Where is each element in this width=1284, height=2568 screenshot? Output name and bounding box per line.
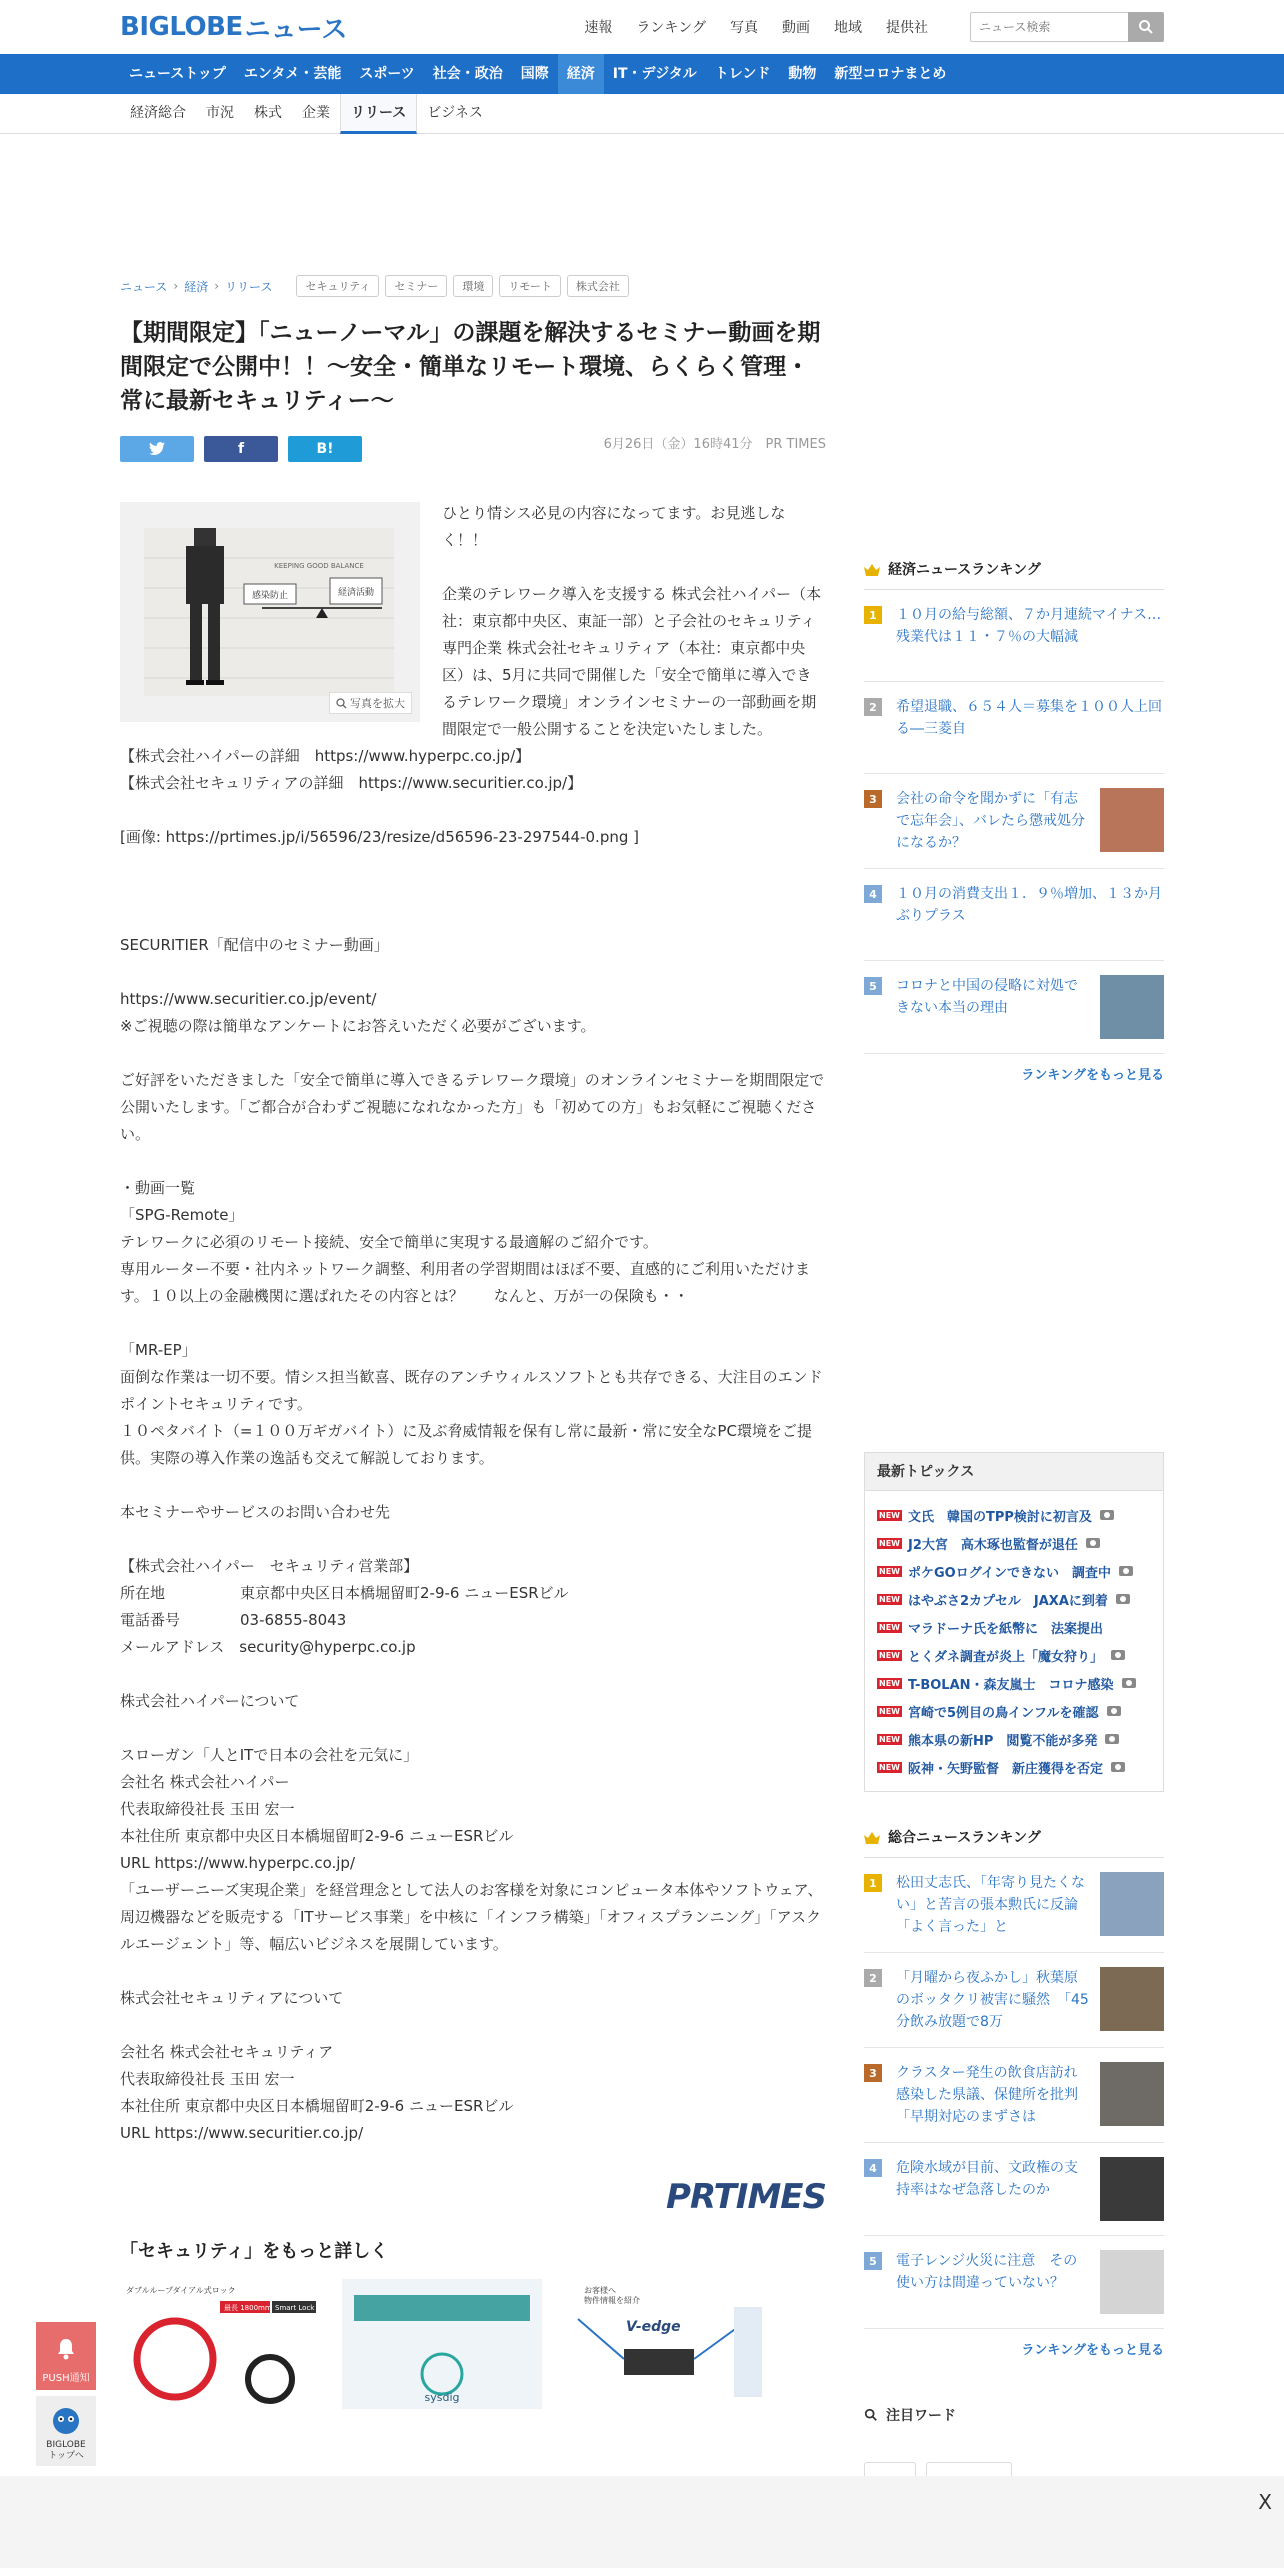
ranking-item[interactable] xyxy=(864,2048,1164,2143)
topic-headline[interactable]: ポケGOログインできない 調査中 xyxy=(907,1565,1112,1581)
magnifier-icon xyxy=(336,698,347,709)
topic-item[interactable] xyxy=(877,1585,1151,1613)
topic-item[interactable] xyxy=(877,1725,1151,1753)
ranking-item[interactable] xyxy=(864,869,1164,961)
new-badge: NEW xyxy=(879,1650,900,1660)
totop-label-2: トップへ xyxy=(48,2451,84,2461)
camera-icon xyxy=(1116,1594,1130,1604)
search-input[interactable] xyxy=(970,12,1128,42)
topic-item[interactable] xyxy=(877,1697,1151,1725)
ranking-headline[interactable]: 希望退職、６５４人＝募集を１００人上回る―三菱自 xyxy=(896,699,1162,737)
photo-caption-balance: KEEPING GOOD BALANCE xyxy=(274,562,364,570)
top-nav-item[interactable]: 動画 xyxy=(782,20,810,36)
breadcrumb-news[interactable]: ニュース xyxy=(120,279,168,294)
new-badge: NEW xyxy=(879,1566,900,1576)
topic-headline[interactable]: 熊本県の新HP 閲覧不能が多発 xyxy=(907,1733,1098,1749)
topic-item[interactable] xyxy=(877,1557,1151,1585)
ranking-item[interactable] xyxy=(864,590,1164,682)
rank-number: 1 xyxy=(864,606,882,624)
breadcrumb xyxy=(120,272,826,300)
new-badge: NEW xyxy=(879,1510,900,1520)
thumb1-badge2: Smart Lock xyxy=(275,2304,315,2312)
subcategory-tab[interactable]: 市況 xyxy=(206,105,234,121)
camera-icon xyxy=(1119,1566,1133,1576)
logo-news: ニュース xyxy=(244,14,348,45)
ranking-item[interactable] xyxy=(864,2236,1164,2329)
topic-headline[interactable]: はやぶさ2カプセル JAXAに到着 xyxy=(907,1593,1108,1609)
category-nav xyxy=(0,54,1284,94)
search-icon xyxy=(1138,19,1154,35)
topic-item[interactable] xyxy=(877,1753,1151,1781)
camera-icon xyxy=(1111,1650,1125,1660)
related-thumb-2[interactable] xyxy=(342,2279,542,2409)
subcategory-tab[interactable]: 企業 xyxy=(302,105,330,121)
article-column xyxy=(120,272,826,2409)
push-label: PUSH通知 xyxy=(42,2373,90,2384)
category-tab[interactable]: 動物 xyxy=(788,66,817,82)
attention-word xyxy=(864,2390,1164,2440)
breadcrumb-release[interactable]: リリース xyxy=(225,279,273,294)
ranking-item[interactable] xyxy=(864,961,1164,1054)
hatena-icon: B! xyxy=(316,441,334,457)
latest-topics xyxy=(864,1452,1164,1792)
category-tab[interactable]: トレンド xyxy=(714,66,771,82)
new-badge: NEW xyxy=(879,1678,900,1688)
ranking-headline[interactable]: １０月の給与総額、７か月連続マイナス…残業代は１１・７％の大幅減 xyxy=(896,607,1162,645)
topic-item[interactable] xyxy=(877,1669,1151,1697)
related-thumbnails xyxy=(120,2279,826,2409)
ranking-headline[interactable]: 「月曜から夜ふかし」秋葉原のボッタクリ被害に騒然 「45分飲み放題で8万 xyxy=(896,1970,1089,2030)
top-nav xyxy=(584,17,928,37)
publish-date: 6月26日（金）16時41分 xyxy=(603,437,753,452)
prtimes-logo[interactable]: PRTIMES xyxy=(666,2177,826,2217)
ranking-thumbnail[interactable] xyxy=(1100,2250,1164,2314)
article-tag[interactable]: 株式会社 xyxy=(567,275,629,297)
ranking-thumbnail[interactable] xyxy=(1100,2062,1164,2126)
mascot-icon xyxy=(51,2406,81,2436)
related-thumb-1[interactable] xyxy=(120,2279,320,2409)
ranking-headline[interactable]: 会社の命令を聞かずに「有志で忘年会」、バレたら懲戒処分になるか？ xyxy=(896,791,1085,851)
ranking-headline[interactable]: 危険水域が目前、文政権の支持率はなぜ急落したのか xyxy=(896,2160,1078,2198)
related-heading: 「セキュリティ」をもっと詳しく xyxy=(120,2241,389,2262)
photo-label-left: 感染防止 xyxy=(251,591,289,601)
publish-source: PR TIMES xyxy=(765,437,826,452)
zoom-label: 写真を拡大 xyxy=(350,697,405,710)
search-box xyxy=(970,12,1164,42)
rank-number: 5 xyxy=(864,977,882,995)
site-header xyxy=(0,0,1284,54)
attention-word-title: 注目ワード xyxy=(886,2408,956,2424)
econ-ranking-more-link[interactable]: ランキングをもっと見る xyxy=(1021,1068,1164,1083)
close-ad-button[interactable]: X xyxy=(1258,2490,1272,2514)
top-nav-item[interactable]: 提供社 xyxy=(886,20,928,36)
econ-ranking-heading xyxy=(864,550,1164,590)
total-ranking-title: 総合ニュースランキング xyxy=(888,1829,1041,1846)
new-badge: NEW xyxy=(879,1594,900,1604)
ranking-headline[interactable]: １０月の消費支出１．９％増加、１３か月ぶりプラス xyxy=(896,886,1162,924)
article-body: ひとり情シス必見の内容になってます。お見逃しなく！！ 企業のテレワーク導入を支援する 株式会社ハイパー（本社：東京都中央区、東証一部）と子会社のセキュリティ専門企業 株式会社セキュリティア（本社：東京都中央区）は、5月に共同で開催した「安全で簡単に導入できるテレワーク環境」オンラインセミナーの一部動画を期間限定で一般公開することを決定いたしました。 【株式会社ハイパーの詳細 https://www.hyperpc.co.jp/】 【株式会社セキュリティアの詳細 https://www.securitier.co.jp/】 [画像: https://prtimes.jp/i/56596/23/resize/d56596-23-297544-0.png ] SECURITIER「配信中のセミナー動画」 https://www.securitier.co.jp/event/ ※ご視聴の際は簡単なアンケートにお答えいただく必要がございます。 ご好評をいただきました「安全で簡単に導入できるテレワーク環境」のオンラインセミナーを期間限定で公開いたします。「ご都合が合わずご視聴になれなかった方」も「初めての方」もお気軽にご視聴ください。 ・動画一覧 「SPG-Remote」 テレワークに必須のリモート接続、安全で簡単に実現する最適解のご紹介です。 専用ルーター不要・社内ネットワーク調整、利用者の学習期間はほぼ不要、直感的にご利用いただけます。１０以上の金融機関に選ばれたその内容とは？ なんと、万が一の保険も・・ 「MR-EP」 面倒な作業は一切不要。情シス担当歓喜、既存のアンチウィルスソフトとも共存できる、大注目のエンドポイントセキュリティです。 １０ペタバイト（=１００万ギガバイト）に及ぶ脅威情報を保有し常に最新・常に安全なPC環境をご提供。実際の導入作業の逸話も交えて解説しております。 本セミナーやサービスのお問い合わせ先 【株式会社ハイパー セキュリティ営業部】 所在地 東京都中央区日本橋堀留町2-9-6 ニューESRビル 電話番号 03-6855-8043 メールアドレス security@hyperpc.co.jp 株式会社ハイパーについて スローガン「人とITで日本の会社を元気に」 会社名 株式会社ハイパー 代表取締役社長 玉田 宏一 本社住所 東京都中央区日本橋堀留町2-9-6 ニューESRビル URL https://www.hyperpc.co.jp/ 「ユーザーニーズ実現企業」を経営理念として法人のお客様を対象にコンピュータ本体やソフトウェア、周辺機器などを販売する「ITサービス事業」を中核に「インフラ構築」「オフィスプランニング」「アスクルエージェント」等、幅広いビジネスを展開しています。 株式会社セキュリティアについて 会社名 株式会社セキュリティア 代表取締役社長 玉田 宏一 本社住所 東京都中央区日本橋堀留町2-9-6 ニューESRビル URL https://www.securitier.co.jp/ xyxy=(120,504,825,2142)
ranking-headline[interactable]: コロナと中国の侵略に対処できない本当の理由 xyxy=(896,978,1078,1016)
twitter-share-button[interactable] xyxy=(120,436,194,462)
crown-icon xyxy=(864,564,880,576)
total-ranking-more-link[interactable]: ランキングをもっと見る xyxy=(1021,2343,1164,2358)
twitter-icon xyxy=(149,442,165,456)
topic-headline[interactable]: 阪神・矢野監督 新庄獲得を否定 xyxy=(907,1761,1103,1777)
topic-item[interactable] xyxy=(877,1501,1151,1529)
ranking-thumbnail[interactable] xyxy=(1100,975,1164,1039)
totop-label-1: BIGLOBE xyxy=(46,2440,86,2450)
topic-item[interactable] xyxy=(877,1641,1151,1669)
subcategory-tab[interactable]: リリース xyxy=(340,94,417,134)
camera-icon xyxy=(1107,1706,1121,1716)
thumb1-badge: 最長 1800mm xyxy=(224,2304,272,2312)
logo-text: BIGLOBE xyxy=(120,12,243,42)
chevron-right-icon: › xyxy=(173,279,179,293)
hatena-share-button[interactable] xyxy=(288,436,362,462)
facebook-icon: f xyxy=(237,441,245,457)
related-thumb-3[interactable] xyxy=(564,2279,764,2409)
category-tab[interactable]: IT・デジタル xyxy=(612,66,697,82)
topic-headline[interactable]: 文氏 韓国のTPP検討に初言及 xyxy=(907,1509,1092,1525)
publish-info xyxy=(604,433,826,452)
search-button[interactable] xyxy=(1128,12,1164,42)
ranking-item[interactable] xyxy=(864,1953,1164,2048)
subcategory-tab[interactable]: 経済総合 xyxy=(130,105,186,121)
rank-number: 4 xyxy=(864,885,882,903)
subcategory-tab[interactable]: 株式 xyxy=(254,105,282,121)
new-badge: NEW xyxy=(879,1538,900,1548)
top-nav-item[interactable]: ランキング xyxy=(636,20,706,36)
thumb1-caption: ダブルループダイアル式ロック xyxy=(126,2286,236,2295)
article-tag[interactable]: リモート xyxy=(499,275,561,297)
article-tag[interactable]: セミナー xyxy=(385,275,447,297)
subcategory-nav xyxy=(0,94,1284,134)
topic-headline[interactable]: J2大宮 高木琢也監督が退任 xyxy=(907,1537,1078,1553)
ranking-thumbnail[interactable] xyxy=(1100,788,1164,852)
camera-icon xyxy=(1111,1762,1125,1772)
category-tab[interactable]: 新型コロナまとめ xyxy=(834,66,947,82)
new-badge: NEW xyxy=(879,1622,900,1632)
rank-number: 2 xyxy=(864,698,882,716)
article-title: 【期間限定】「ニューノーマル」の課題を解決するセミナー動画を期間限定で公開中！！〜安全・簡単なリモート環境、らくらく管理・常に最新セキュリティー〜 xyxy=(120,320,821,414)
ranking-thumbnail[interactable] xyxy=(1100,1967,1164,2031)
category-tab[interactable]: エンタメ・芸能 xyxy=(243,66,342,82)
econ-ranking xyxy=(864,550,1164,1093)
ranking-thumbnail[interactable] xyxy=(1100,2157,1164,2221)
new-badge: NEW xyxy=(879,1734,900,1744)
rank-number: 5 xyxy=(864,2252,882,2270)
thumb3-caption-1: お客様へ xyxy=(584,2286,616,2295)
photo-image xyxy=(144,528,394,696)
article-tag[interactable]: セキュリティ xyxy=(296,275,379,297)
rank-number: 4 xyxy=(864,2159,882,2177)
top-nav-item[interactable]: 地域 xyxy=(834,20,862,36)
camera-icon xyxy=(1086,1538,1100,1548)
ranking-thumbnail[interactable] xyxy=(1100,1872,1164,1936)
bottom-ad-bar xyxy=(0,2476,1284,2568)
total-ranking xyxy=(864,1818,1164,2368)
chevron-right-icon: › xyxy=(214,279,220,293)
category-tab[interactable]: ニューストップ xyxy=(129,66,226,82)
crown-icon xyxy=(864,1832,880,1844)
camera-icon xyxy=(1100,1510,1114,1520)
push-notification-button[interactable] xyxy=(36,2322,96,2390)
search-icon xyxy=(864,2408,878,2422)
category-tab[interactable]: 社会・政治 xyxy=(432,66,503,82)
category-tab[interactable]: スポーツ xyxy=(359,66,415,82)
thumb3-brand: V-edge xyxy=(626,2319,681,2335)
rank-number: 3 xyxy=(864,2064,882,2082)
subcategory-tab[interactable]: ビジネス xyxy=(427,105,483,121)
new-badge: NEW xyxy=(879,1706,900,1716)
camera-icon xyxy=(1122,1678,1136,1688)
new-badge: NEW xyxy=(879,1762,900,1772)
ranking-headline[interactable]: 電子レンジ火災に注意 その使い方は間違っていない？ xyxy=(896,2253,1078,2291)
biglobe-logo[interactable] xyxy=(120,12,348,45)
article-photo[interactable] xyxy=(120,502,420,722)
topics-title: 最新トピックス xyxy=(865,1453,1163,1491)
thumb2-label: sysdig xyxy=(424,2391,460,2404)
rank-number: 3 xyxy=(864,790,882,808)
top-nav-item[interactable]: 速報 xyxy=(584,20,613,36)
thumb3-caption-2: 物件情報を紹介 xyxy=(584,2296,640,2305)
total-ranking-heading xyxy=(864,1818,1164,1858)
bell-icon xyxy=(55,2337,77,2361)
biglobe-top-button[interactable] xyxy=(36,2396,96,2466)
econ-ranking-title: 経済ニュースランキング xyxy=(888,561,1041,578)
ranking-headline[interactable]: クラスター発生の飲食店訪れ感染した県議、保健所を批判「早期対応のまずさは xyxy=(896,2065,1078,2125)
tag-list xyxy=(296,275,628,297)
rank-number: 1 xyxy=(864,1874,882,1892)
topic-headline[interactable]: とくダネ調査が炎上「魔女狩り」 xyxy=(907,1649,1103,1665)
breadcrumb-economy[interactable]: 経済 xyxy=(184,279,209,294)
ranking-headline[interactable]: 松田丈志氏、「年寄り見たくない」と苦言の張本勲氏に反論 「よく言った」と xyxy=(896,1875,1092,1935)
ranking-item[interactable] xyxy=(864,774,1164,869)
category-tab[interactable]: 経済 xyxy=(558,54,604,94)
article-tag[interactable]: 環境 xyxy=(453,275,493,297)
topic-headline[interactable]: マラドーナ氏を紙幣に 法案提出 xyxy=(907,1621,1103,1637)
photo-zoom-button[interactable] xyxy=(329,692,412,714)
ranking-item[interactable] xyxy=(864,1858,1164,1953)
topic-item[interactable] xyxy=(877,1613,1151,1641)
facebook-share-button[interactable] xyxy=(204,436,278,462)
rank-number: 2 xyxy=(864,1969,882,1987)
ranking-item[interactable] xyxy=(864,682,1164,774)
topic-headline[interactable]: 宮崎で5例目の鳥インフルを確認 xyxy=(907,1705,1099,1721)
topic-headline[interactable]: T-BOLAN・森友嵐士 コロナ感染 xyxy=(907,1677,1114,1693)
topic-item[interactable] xyxy=(877,1529,1151,1557)
photo-label-right: 経済活動 xyxy=(337,588,375,598)
category-tab[interactable]: 国際 xyxy=(520,66,549,82)
camera-icon xyxy=(1105,1734,1119,1744)
top-nav-item[interactable]: 写真 xyxy=(730,20,758,36)
ranking-item[interactable] xyxy=(864,2143,1164,2236)
